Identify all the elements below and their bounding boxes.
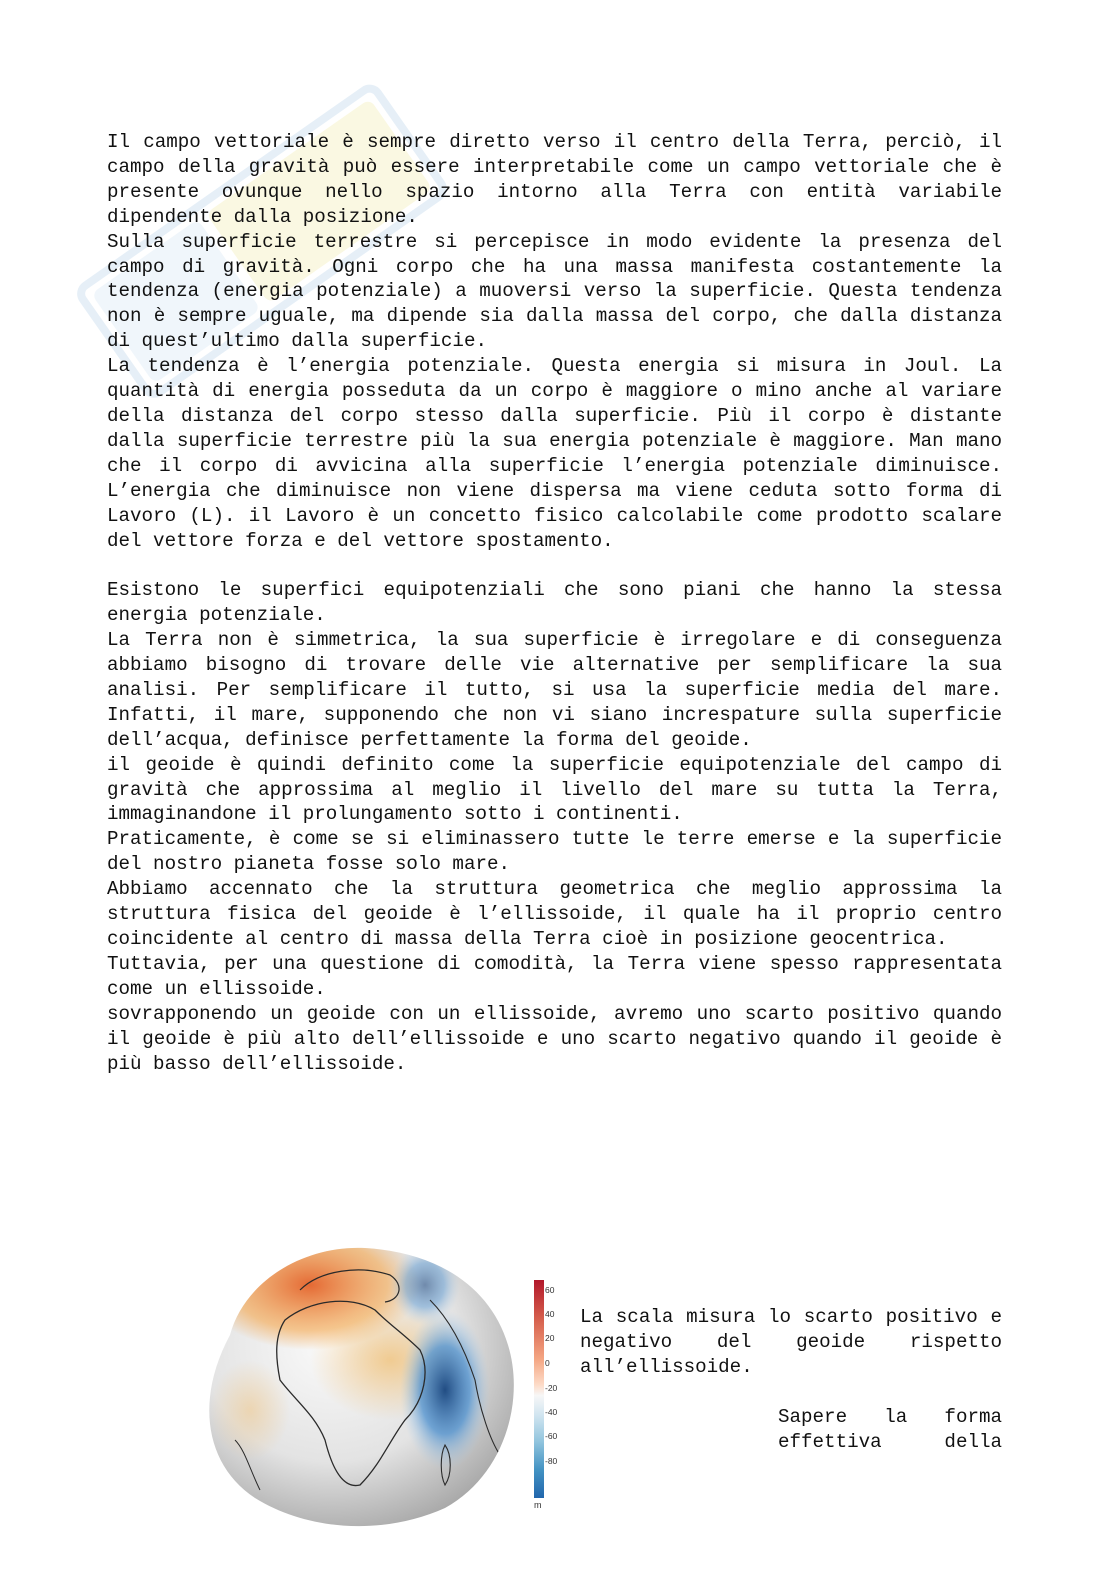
scale-tick: 0	[545, 1358, 550, 1368]
body-text	[107, 130, 1002, 1076]
caption-text: La scala misura lo scarto positivo e negativo del geoide rispetto all’ellissoide.	[580, 1306, 1002, 1378]
scale-tick: 40	[545, 1309, 555, 1319]
paragraph: Praticamente, è come se si eliminassero tutte le terre emerse e la superficie del nostro pianeta fosse solo mare.	[107, 828, 1002, 876]
paragraph: Tuttavia, per una questione di comodità, la Terra viene spesso rappresentata come un ellissoide.	[107, 952, 1002, 1000]
scale-unit: m	[534, 1500, 542, 1510]
paragraph: Il campo vettoriale è sempre diretto verso il centro della Terra, perciò, il campo della gravità può essere interpretabile come un campo vettoriale che è presente ovunque nello spazio intorno alla Terra con entità variabile dipendente dalla posizione.	[107, 131, 1002, 228]
paragraph: La tendenza è l’energia potenziale. Questa energia si misura in Joul. La quantità di energia posseduta da un corpo è maggiore o mino anche al variare della distanza del corpo stesso dalla superficie. Più il corpo è distante dalla superficie terrestre più la sua energia potenziale è maggiore. Man mano che il corpo di avvicina alla superficie l’energia potenziale diminuisce. L’energia che diminuisce non viene dispersa ma viene ceduta sotto forma di Lavoro (L). il Lavoro è un concetto fisico calcolabile come prodotto scalare del vettore forza e del vettore spostamento.	[107, 355, 1002, 552]
scale-tick: 60	[545, 1285, 555, 1295]
paragraph: Sulla superficie terrestre si percepisce in modo evidente la presenza del campo di gravità. Ogni corpo che ha una massa manifesta costantemente la tendenza (energia potenziale) a muoversi verso la superficie. Questa tendenza non è sempre uguale, ma dipende sia dalla massa del corpo, che dalla distanza di quest’ultimo dalla superficie.	[107, 230, 1002, 353]
paragraph: sovrapponendo un geoide con un ellissoide, avremo uno scarto positivo quando il geoide è più alto dell’ellissoide e uno scarto negativo quando il geoide è più basso dell’ellissoide.	[107, 1002, 1002, 1075]
scale-tick: -60	[545, 1431, 558, 1441]
paragraph: Esistono le superfici equipotenziali che sono piani che hanno la stessa energia potenziale.	[107, 579, 1002, 627]
color-scale-bar	[534, 1280, 544, 1498]
scale-tick: -80	[545, 1456, 558, 1466]
geoid-image	[190, 1240, 530, 1530]
scale-tick: -40	[545, 1407, 558, 1417]
figure-caption	[580, 1305, 1002, 1454]
paragraph: il geoide è quindi definito come la superficie equipotenziale del campo di gravità che approssima al meglio il livello del mare su tutta la Terra, immaginandone il prolungamento sotto i continenti.	[107, 753, 1002, 826]
caption-continuation: Sapere la forma effettiva della	[778, 1405, 1002, 1453]
scale-tick: 20	[545, 1333, 555, 1343]
paragraph: La Terra non è simmetrica, la sua superficie è irregolare e di conseguenza abbiamo bisogno di trovare delle vie alternative per semplificare la sua analisi. Per semplificare il tutto, si usa la superficie media del mare. Infatti, il mare, supponendo che non vi siano increspature sulla superficie dell’acqua, definisce perfettamente la forma del geoide.	[107, 629, 1002, 751]
color-scale-legend	[532, 1280, 572, 1510]
paragraph: Abbiamo accennato che la struttura geometrica che meglio approssima la struttura fisica del geoide è l’ellissoide, il quale ha il proprio centro coincidente al centro di massa della Terra cioè in posizione geocentrica.	[107, 878, 1002, 950]
scale-tick: -20	[545, 1383, 558, 1393]
